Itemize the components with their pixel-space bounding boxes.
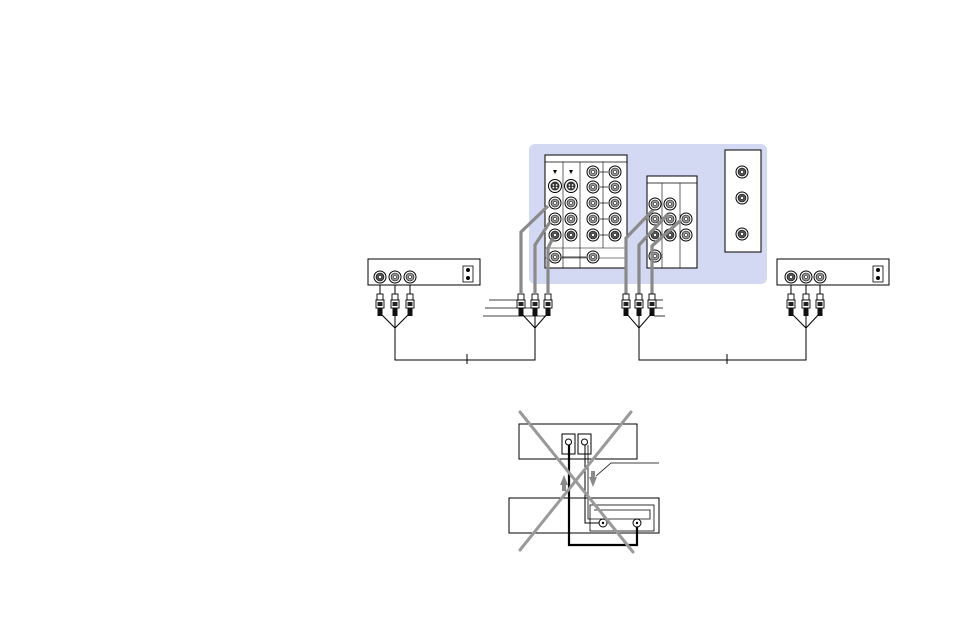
rca-plug-icon <box>622 294 656 316</box>
incorrect-connection-example <box>509 412 659 552</box>
antenna-module <box>725 150 761 252</box>
arrow-icon <box>560 471 597 491</box>
right-av-device <box>777 259 889 285</box>
rca-plug-icon <box>787 294 824 316</box>
input-module-left <box>545 155 627 268</box>
left-av-device <box>368 259 480 285</box>
output-module-middle <box>647 176 697 268</box>
rca-plug-icon <box>376 294 552 316</box>
